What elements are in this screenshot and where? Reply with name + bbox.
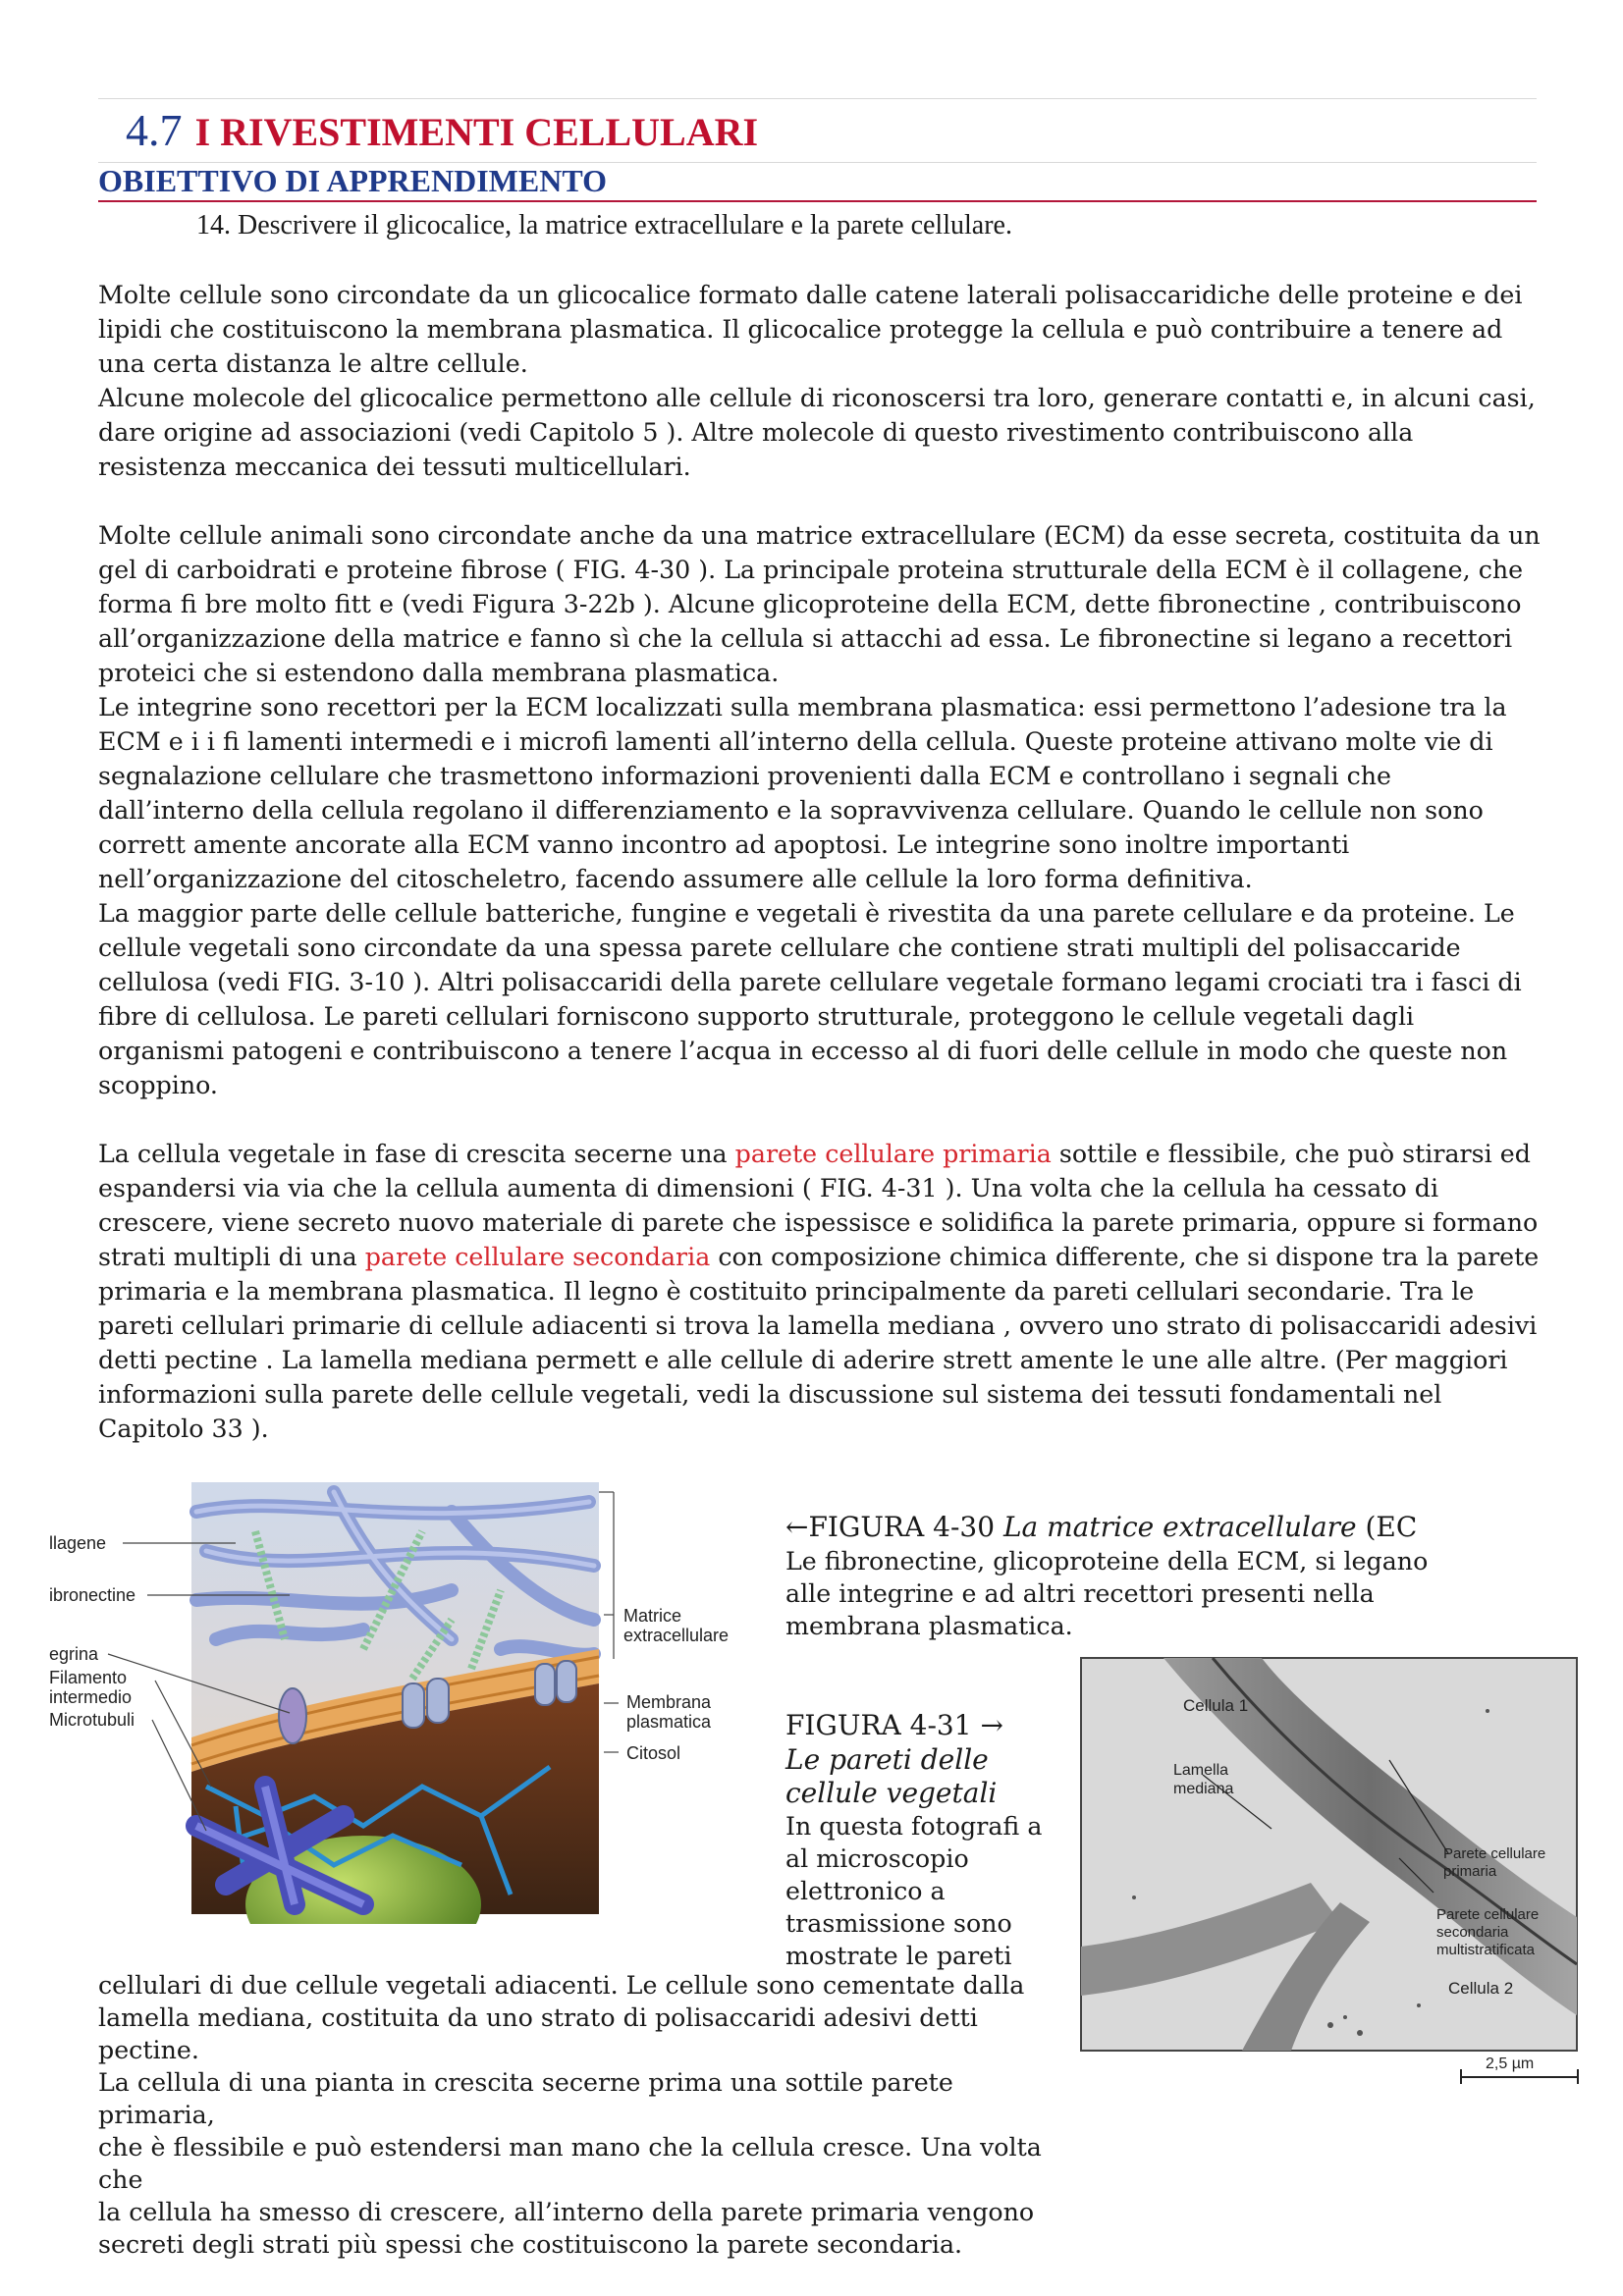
paragraph-block-1 [98, 278, 1542, 484]
fig31-narrow-line-4: trasmissione sono [785, 1909, 1012, 1938]
paragraph-primary-secondary-wall [98, 1137, 1542, 1446]
fig31-title-line-2: cellule vegetali [785, 1777, 998, 1809]
ecm-illustration [39, 1472, 766, 1924]
paragraph-glycocalyx-2: Alcune molecole del glicocalice permettono alle cellule di riconoscersi tra loro, generare contatti e, in alcuni casi, dare origine ad associazioni (vedi Capitolo 5 ). Altre molecole di questo rivestimento contribuiscono alla resistenza meccanica dei tessuti multicellulari. [98, 384, 1536, 481]
objective-heading: OBIETTIVO DI APPRENDIMENTO [98, 163, 607, 198]
fig31-wide-line-5: la cellula ha smesso di crescere, all’interno della parete primaria vengono [98, 2198, 1035, 2226]
arrow-right-icon: → [980, 1709, 1003, 1741]
paragraph-block-2 [98, 518, 1542, 1102]
label-matrice-2: extracellulare [623, 1626, 730, 1645]
label-collagene: llagene [49, 1533, 107, 1553]
label-fibronectine: ibronectine [49, 1585, 136, 1605]
paragraph-block-3 [98, 1137, 1542, 1446]
cell-wall-micrograph [1075, 1652, 1586, 2094]
fig30-title-text: La matrice extracellulare [1002, 1511, 1357, 1543]
paragraph-integrins: Le integrine sono recettori per la ECM localizzati sulla membrana plasmatica: essi permettono l’adesione tra la ECM e i i fi lamenti intermedi e i microfi lamenti all’interno della cellula. Queste proteine attivano molte vie di segnalazione cellulare che trasmettono informazioni provenienti dalla ECM e controllano i segnali che dall’interno della cellula regolano il differenziamento e la sopravvivenza cellulare. Quando le cellule non sono corrett amente ancorate alla ECM vanno incontro ad apoptosi. Le integrine sono inoltre importanti nell’organizzazione del citoscheletro, facendo assumere alle cellule la loro forma definitiva. [98, 693, 1507, 893]
paragraph-cell-wall: La maggior parte delle cellule batteriche, fungine e vegetali è rivestita da una parete cellulare e da proteine. Le cellule vegetali sono circondate da una spessa parete cellulare che contiene strati multipli del polisaccaride cellulosa (vedi FIG. 3-10 ). Altri polisaccaridi della parete cellulare vegetale formano legami crociati tra i fasci di fibre di cellulosa. Le pareti cellulari forniscono supporto strutturale, proteggono le cellule vegetali dagli organismi patogeni e contribuiscono a tenere l’acqua in eccesso al di fuori delle cellule in modo che queste non scoppino. [98, 899, 1522, 1099]
arrow-left-icon: ← [785, 1511, 809, 1543]
label-membrana-2: plasmatica [626, 1712, 712, 1732]
fig30-number: FIGURA 4-30 [808, 1511, 1003, 1543]
text-run: La cellula vegetale in fase di crescita secerne una [98, 1140, 735, 1168]
label-secondaria-2: secondaria [1436, 1924, 1509, 1941]
objective-rule [98, 200, 1537, 202]
objective-item: 14. Descrivere il glicocalice, la matrice extracellulare e la parete cellulare. [196, 210, 1012, 240]
fig31-title [785, 1708, 1080, 1743]
text-run: sottile e flessibile, che può stirarsi ed espandersi via via che la cellula aumenta di dimensioni ( FIG. 4-31 ). Una volta che la cellula ha cessato di crescere, viene secreto nuovo materiale di parete che ispessisce e solidifica la parete primaria, oppure si formano strati multipli di una [98, 1140, 1539, 1271]
label-primaria-1: Parete cellulare [1443, 1845, 1546, 1862]
fig31-wide-line-1: cellulari di due cellule vegetali adiacenti. Le cellule sono cementate dalla [98, 1971, 1025, 2000]
label-filamento-1: Filamento [49, 1668, 128, 1687]
section-number: 4.7 [126, 105, 183, 155]
fig31-wide-line-4: che è flessibile e può estendersi man mano che la cellula cresce. Una volta che [98, 2133, 1042, 2194]
fig30-description: Le fibronectine, glicoproteine della ECM, si legano alle integrine e ad altri recettori presenti nella membrana plasmatica. [785, 1547, 1429, 1640]
fig31-number: FIGURA 4-31 [785, 1709, 981, 1741]
fig31-title-line-1: Le pareti delle [785, 1743, 989, 1776]
fig30-title-tail: (EC [1356, 1511, 1418, 1543]
section-heading [126, 104, 758, 156]
label-integrina: egrina [49, 1644, 99, 1664]
label-citosol: Citosol [626, 1743, 681, 1763]
text-run: con composizione chimica differente, che si dispone tra la parete primaria e la membrana plasmatica. Il legno è costituito principalmente da pareti cellulari secondarie. Tra le pareti cellulari primarie di cellule adiacenti si trova la lamella mediana , ovvero uno strato di polisaccaridi adesivi detti pectine . La lamella mediana permett e alle cellule di aderire strett amente le une alle altre. (Per maggiori informazioni sulla parete delle cellule vegetali, vedi la discussione sul sistema dei tessuti fondamentali nel Capitolo 33 ). [98, 1243, 1540, 1443]
label-cellula-1: Cellula 1 [1183, 1696, 1249, 1715]
fig30-caption [785, 1510, 1463, 1642]
fig31-narrow-line-1: In questa fotografi a [785, 1812, 1043, 1841]
scale-bar-label: 2,5 µm [1486, 2056, 1535, 2072]
label-matrice-1: Matrice [623, 1606, 682, 1626]
label-lamella-2: mediana [1173, 1781, 1234, 1797]
paragraph-ecm: Molte cellule animali sono circondate anche da una matrice extracellulare (ECM) da esse secreta, costituita da un gel di carboidrati e proteine fibrose ( FIG. 4-30 ). La principale proteina strutturale della ECM è il collagene, che forma fi bre molto fitt e (vedi Figura 3-22b ). Alcune glicoproteine della ECM, dette fibronectine , contribuiscono all’organizzazione della matrice e fanno sì che la cellula si attacchi ad essa. Le fibronectine si legano a recettori proteici che si estendono dalla membrana plasmatica. [98, 521, 1541, 687]
term-secondary-wall: parete cellulare secondaria [364, 1243, 711, 1271]
fig31-narrow-line-2: al microscopio [785, 1844, 969, 1873]
fig31-narrow-line-3: elettronico a [785, 1877, 946, 1905]
fig31-wide-line-2: lamella mediana, costituita da uno strato di polisaccaridi adesivi detti pectine. [98, 2003, 978, 2064]
label-lamella-1: Lamella [1173, 1762, 1229, 1779]
term-primary-wall: parete cellulare primaria [734, 1140, 1052, 1168]
label-microtubuli: Microtubuli [49, 1710, 135, 1730]
fig31-caption-head [785, 1708, 1080, 1972]
label-membrana-1: Membrana [626, 1692, 712, 1712]
label-secondaria-3: multistratificata [1436, 1942, 1536, 1958]
fig31-caption-body [98, 1969, 1070, 2261]
fig31-narrow-line-5: mostrate le pareti [785, 1942, 1012, 1970]
fig31-wide-line-6: secreti degli strati più spessi che costituiscono la parete secondaria. [98, 2230, 963, 2259]
paragraph-glycocalyx: Molte cellule sono circondate da un glicocalice formato dalle catene laterali polisaccaridiche delle proteine e dei lipidi che costituiscono la membrana plasmatica. Il glicocalice protegge la cellula e può contribuire a tenere ad una certa distanza le altre cellule. [98, 281, 1523, 378]
label-secondaria-1: Parete cellulare [1436, 1906, 1540, 1923]
fig30-title [785, 1510, 1463, 1545]
label-primaria-2: primaria [1443, 1863, 1497, 1880]
label-cellula-2: Cellula 2 [1448, 1979, 1514, 1998]
label-filamento-2: intermedio [49, 1687, 133, 1707]
header-top-rule [98, 98, 1537, 99]
section-title: I RIVESTIMENTI CELLULARI [194, 110, 759, 154]
fig31-wide-line-3: La cellula di una pianta in crescita secerne prima una sottile parete primaria, [98, 2068, 953, 2129]
